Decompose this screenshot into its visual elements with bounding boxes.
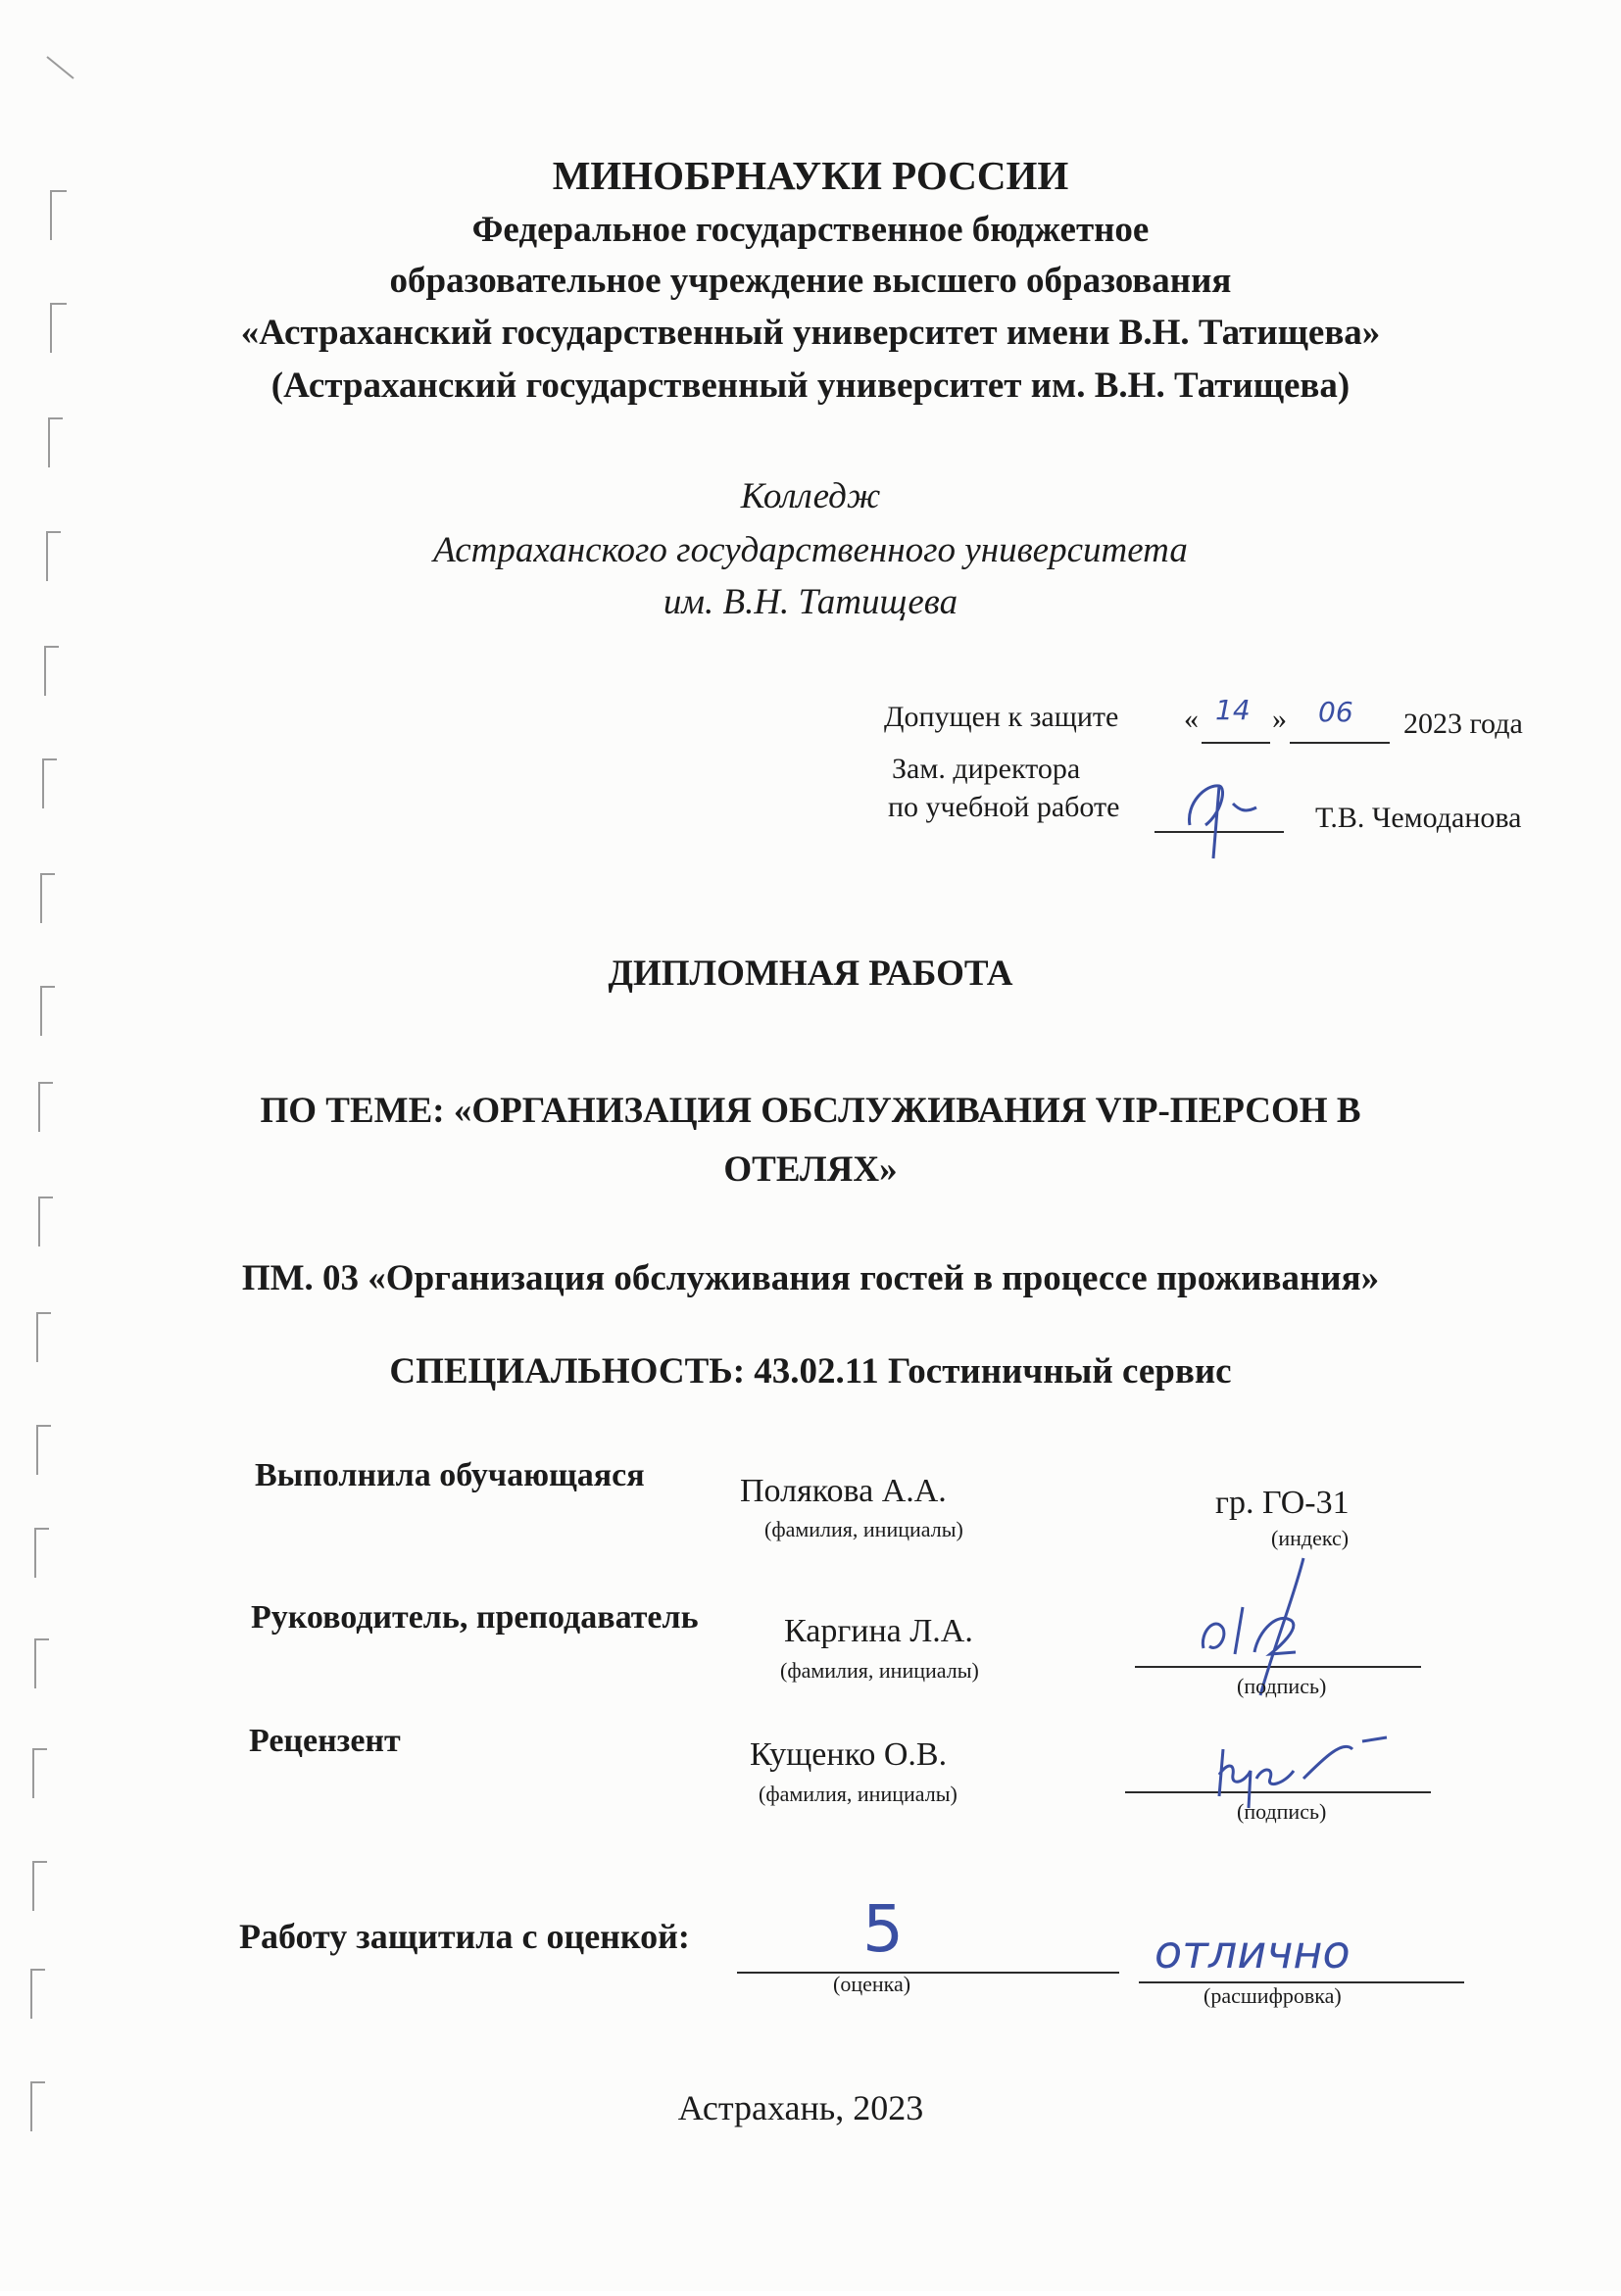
approval-name: Т.В. Чемоданова	[1315, 802, 1522, 834]
student-group: гр. ГО-31	[1215, 1485, 1350, 1521]
reviewer-name: Кущенко О.В.	[750, 1736, 948, 1773]
grade-value-line	[737, 1972, 1119, 1974]
supervisor-name: Каргина Л.А.	[784, 1613, 973, 1649]
reviewer-label: Рецензент	[249, 1723, 401, 1759]
grade-word-hint: (расшифровка)	[1203, 1983, 1342, 2008]
grade-word: отлично	[1154, 1926, 1351, 1978]
college-line-2: Астраханского государственного университета	[433, 530, 1188, 570]
ministry-heading: МИНОБРНАУКИ РОССИИ	[552, 153, 1069, 198]
institution-line-2: образовательное учреждение высшего образования	[389, 261, 1232, 301]
approval-day-line	[1202, 742, 1270, 744]
approval-day: 14	[1215, 694, 1251, 726]
college-line-3: им. В.Н. Татищева	[663, 582, 958, 622]
approval-position-1: Зам. директора	[892, 753, 1081, 785]
module-title: ПМ. 03 «Организация обслуживания гостей в процессе проживания»	[241, 1258, 1380, 1298]
approval-day-open: «	[1184, 703, 1199, 735]
student-label: Выполнила обучающаяся	[255, 1457, 645, 1493]
specialty: СПЕЦИАЛЬНОСТЬ: 43.02.11 Гостиничный сервис	[389, 1351, 1232, 1392]
student-group-hint: (индекс)	[1271, 1526, 1350, 1550]
approval-label: Допущен к защите	[884, 701, 1119, 733]
reviewer-name-hint: (фамилия, инициалы)	[759, 1782, 958, 1806]
student-name-hint: (фамилия, инициалы)	[764, 1517, 963, 1541]
grade-value-hint: (оценка)	[833, 1972, 911, 1996]
city-year: Астрахань, 2023	[677, 2088, 924, 2127]
approval-month-line	[1290, 742, 1390, 744]
approval-signature	[1176, 764, 1264, 862]
approval-position-2: по учебной работе	[888, 791, 1120, 823]
supervisor-signature-hint: (подпись)	[1237, 1674, 1327, 1698]
institution-line-1: Федеральное государственное бюджетное	[471, 210, 1150, 250]
grade-label: Работу защитила с оценкой:	[239, 1917, 690, 1956]
institution-line-3: «Астраханский государственный университет имени В.Н. Татищева»	[240, 313, 1381, 353]
approval-month: 06	[1318, 696, 1353, 728]
approval-day-close: »	[1272, 703, 1287, 735]
reviewer-signature-hint: (подпись)	[1237, 1799, 1327, 1824]
topic-line-2: ОТЕЛЯХ»	[723, 1149, 898, 1190]
supervisor-name-hint: (фамилия, инициалы)	[780, 1658, 979, 1683]
work-type: ДИПЛОМНАЯ РАБОТА	[608, 953, 1013, 994]
student-name: Полякова А.А.	[740, 1473, 947, 1509]
supervisor-label: Руководитель, преподаватель	[251, 1599, 699, 1636]
approval-year: 2023 года	[1403, 708, 1523, 740]
topic-line-1: ПО ТЕМЕ: «ОРГАНИЗАЦИЯ ОБСЛУЖИВАНИЯ VIP-ПЕРСОН В	[260, 1091, 1361, 1131]
college-line-1: Колледж	[740, 476, 881, 516]
institution-line-4: (Астраханский государственный университет им. В.Н. Татищева)	[270, 366, 1351, 406]
grade-value: 5	[862, 1891, 904, 1967]
